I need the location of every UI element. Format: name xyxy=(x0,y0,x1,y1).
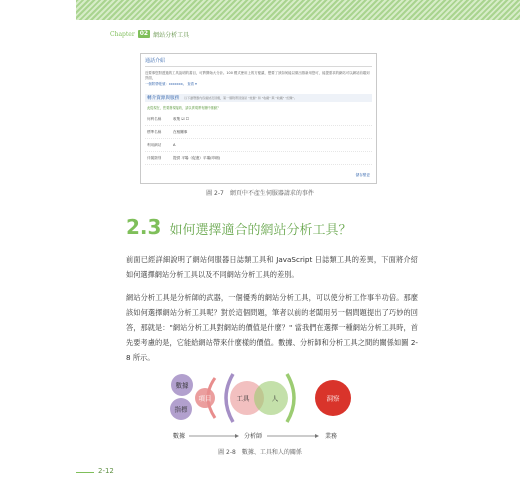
figure-caption: 圖 2-8 數據、工具和人的關係 xyxy=(218,449,302,456)
form-row xyxy=(145,113,372,126)
header-band xyxy=(76,0,520,20)
description-link[interactable]: 一個附帶帳號：xxxxxxx。 查看 ▾ xyxy=(145,81,197,86)
footer-rule xyxy=(76,472,94,473)
section-heading xyxy=(126,215,351,239)
chapter-header xyxy=(110,28,189,40)
tip-text: 此從現在，您要發現接收，請以實現將有關中推動？ xyxy=(147,106,221,111)
form-row xyxy=(145,139,372,152)
field-value[interactable]: 在相關事 xyxy=(173,129,188,134)
section-number: 2.3 xyxy=(126,215,162,239)
page-number: 2-12 xyxy=(98,467,114,475)
axis-label-analyst: 分析師 xyxy=(243,433,263,440)
divider xyxy=(145,66,372,67)
field-value[interactable]: 提供 平場（促進）平場(印刷) xyxy=(173,155,221,160)
form-row xyxy=(145,152,372,165)
label-tool: 工具 xyxy=(236,394,250,403)
field-label: 何利名稱 xyxy=(147,116,162,121)
field-value[interactable]: A xyxy=(173,143,176,148)
chapter-number: 02 xyxy=(139,30,149,37)
subheader-title: 轉介資源與服務 xyxy=(147,96,180,102)
section-title: 如何選擇適合的網站分析工具？ xyxy=(169,223,352,238)
body-paragraph: 前面已經詳細說明了網站伺服器日誌類工具和 JavaScript 日誌類工具的差異，下面將介紹如何選擇網站分析工具以及不同網站分析工具的差別。 xyxy=(126,255,418,279)
label-index: 指標 xyxy=(174,405,188,414)
field-label: 標準名稱 xyxy=(147,129,162,134)
label-insight: 洞察 xyxy=(326,394,340,403)
subheader-hint: 以下瀏覽器內容連結及回覆，第一個附帶回到是 "放棄" 和 "收藏" 與 "收藏" "記錄"。 xyxy=(184,96,297,101)
label-person: 人 xyxy=(271,394,279,403)
figure-caption: 圖 2-7 網頁中不產生伺服器請求的事件 xyxy=(206,190,314,197)
chapter-title: 網站分析工具 xyxy=(153,31,190,39)
screenshot-description xyxy=(145,71,372,87)
form-row xyxy=(145,126,372,139)
axis-label-business: 業務 xyxy=(324,433,338,440)
axis-label-data: 數據 xyxy=(172,433,186,440)
field-label: 利用網站 xyxy=(147,142,162,147)
figure-screenshot xyxy=(140,53,377,184)
screenshot-panel-title: 通話介紹 xyxy=(145,58,166,64)
save-link[interactable]: 儲存變更 xyxy=(355,173,370,177)
field-value[interactable]: 收集 ☑ ☐ xyxy=(173,116,189,121)
bracket-mid-right xyxy=(287,374,294,422)
label-data: 數據 xyxy=(175,381,189,390)
relationship-diagram xyxy=(155,368,365,446)
body-paragraph: 網站分析工具是分析師的武器，一個優秀的網站分析工具，可以使分析工作事半功倍。那麼該如何選擇網站分析工具呢？對於這個問題，筆者以前的老闆用另一個問題提出了巧妙的回答，那就是："網站分析工具對網站的價值是什麼？" 當我們在選擇一種網站分析工具時，首先要考慮的是，它能給網站帶來什麼樣的價值。數據、分析師和分析工具之間的關係如圖 2-8 所示。 xyxy=(126,293,418,362)
description-line: 近要事您對透過的工具說明的書目，可將開始大分計。100 模式使用上的方便讓，想要了該如何能以做出推新用您可，能提需求的網站可以網站前端到頁面， xyxy=(145,71,370,81)
arrow-right-icon xyxy=(315,434,319,438)
arrow-right-icon xyxy=(235,434,239,438)
chapter-word: Chapter xyxy=(110,30,135,38)
screenshot-subheader xyxy=(145,94,372,102)
label-item: 項目 xyxy=(198,394,212,403)
field-label: 伴隨類別 xyxy=(147,155,162,160)
